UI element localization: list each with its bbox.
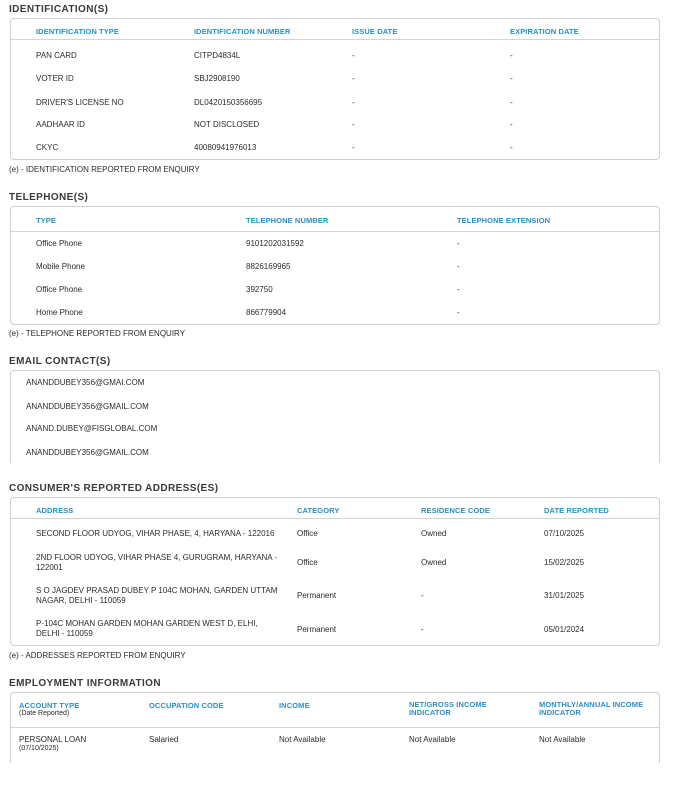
- table-cell: Owned: [421, 529, 447, 538]
- table-cell: 9101202031592: [246, 239, 304, 248]
- telephone-note: (e) - TELEPHONE REPORTED FROM ENQUIRY: [9, 329, 186, 338]
- table-cell: Office Phone: [36, 239, 83, 248]
- table-cell: 2ND FLOOR UDYOG, VIHAR PHASE 4, GURUGRAM, HARYANA - 122001: [36, 553, 278, 572]
- employment-title: EMPLOYMENT INFORMATION: [9, 678, 161, 689]
- table-cell: 392750: [246, 285, 273, 294]
- id-header-divider: [11, 39, 659, 40]
- table-cell: Mobile Phone: [36, 262, 85, 271]
- id-header-type: IDENTIFICATION TYPE: [36, 27, 120, 36]
- table-cell: CITPD4834L: [194, 51, 241, 60]
- table-cell: Permanent: [297, 625, 337, 634]
- addr-header-divider: [11, 518, 659, 519]
- table-cell: -: [457, 308, 460, 317]
- table-cell: 40080941976013: [194, 143, 257, 152]
- table-cell: -: [457, 262, 460, 271]
- email-title: EMAIL CONTACT(S): [9, 356, 111, 367]
- table-cell: Office: [297, 558, 318, 567]
- table-cell: 31/01/2025: [544, 591, 585, 600]
- table-cell: Not Available: [279, 735, 326, 744]
- table-cell: -: [457, 239, 460, 248]
- table-cell: CKYC: [36, 143, 59, 152]
- table-cell: -: [457, 285, 460, 294]
- table-cell: 15/02/2025: [544, 558, 585, 567]
- addr-header-address: ADDRESS: [36, 506, 74, 515]
- table-cell: -: [352, 51, 355, 60]
- table-cell: Owned: [421, 558, 447, 567]
- table-cell: Not Available: [539, 735, 586, 744]
- table-cell: -: [510, 120, 513, 129]
- table-cell: Office: [297, 529, 318, 538]
- addr-header-residence: RESIDENCE CODE: [421, 506, 490, 515]
- telephone-table: [10, 206, 660, 325]
- table-cell: -: [510, 74, 513, 83]
- tel-header-extension: TELEPHONE EXTENSION: [457, 216, 551, 225]
- employment-table: [10, 692, 660, 763]
- table-cell: -: [352, 120, 355, 129]
- identification-title: IDENTIFICATION(S): [9, 4, 109, 15]
- table-cell: SECOND FLOOR UDYOG, VIHAR PHASE, 4, HARYANA - 122016: [36, 529, 275, 538]
- id-header-number: IDENTIFICATION NUMBER: [194, 27, 291, 36]
- table-cell: -: [352, 143, 355, 152]
- telephone-title: TELEPHONE(S): [9, 192, 89, 203]
- list-item: ANANDDUBEY356@GMAIL.COM: [26, 402, 149, 411]
- table-cell: 866779904: [246, 308, 287, 317]
- id-header-expiry: EXPIRATION DATE: [510, 27, 579, 36]
- address-title: CONSUMER'S REPORTED ADDRESS(ES): [9, 483, 219, 494]
- table-cell: -: [510, 51, 513, 60]
- table-cell: -: [421, 591, 424, 600]
- table-cell: PAN CARD: [36, 51, 77, 60]
- emp-header-divider: [11, 727, 659, 728]
- table-cell: SBJ2908190: [194, 74, 240, 83]
- table-cell: DL0420150356695: [194, 98, 263, 107]
- id-header-issue: ISSUE DATE: [352, 27, 398, 36]
- table-cell: (07/10/2025): [19, 745, 59, 752]
- table-cell: 07/10/2025: [544, 529, 585, 538]
- table-cell: Not Available: [409, 735, 456, 744]
- emp-header-date-sub: (Date Reported): [19, 710, 70, 717]
- table-cell: -: [510, 143, 513, 152]
- table-cell: -: [510, 98, 513, 107]
- table-cell: -: [421, 625, 424, 634]
- identification-note: (e) - IDENTIFICATION REPORTED FROM ENQUIRY: [9, 165, 200, 174]
- table-cell: NOT DISCLOSED: [194, 120, 260, 129]
- table-cell: S O JAGDEV PRASAD DUBEY P 104C MOHAN, GARDEN UTTAM NAGAR, DELHI - 110059: [36, 586, 278, 605]
- table-cell: 05/01/2024: [544, 625, 585, 634]
- emp-header-account-type: ACCOUNT TYPE: [19, 701, 80, 710]
- table-cell: Office Phone: [36, 285, 83, 294]
- table-cell: P-104C MOHAN GARDEN MOHAN GARDEN WEST D, ELHI, DELHI - 110059: [36, 619, 258, 638]
- identification-table: [10, 18, 660, 160]
- table-cell: AADHAAR ID: [36, 120, 85, 129]
- tel-header-number: TELEPHONE NUMBER: [246, 216, 329, 225]
- tel-header-divider: [11, 231, 659, 232]
- emp-header-occupation: OCCUPATION CODE: [149, 701, 224, 710]
- table-cell: 8826169965: [246, 262, 291, 271]
- table-cell: Permanent: [297, 591, 337, 600]
- list-item: ANAND.DUBEY@FISGLOBAL.COM: [26, 424, 158, 433]
- table-cell: DRIVER'S LICENSE NO: [36, 98, 124, 107]
- address-table: [10, 497, 660, 646]
- emp-header-monthly-annual: MONTHLY/ANNUAL INCOME INDICATOR: [539, 700, 644, 717]
- emp-header-net-gross: NET/GROSS INCOME INDICATOR: [409, 700, 487, 717]
- table-cell: -: [352, 74, 355, 83]
- table-cell: Home Phone: [36, 308, 83, 317]
- table-cell: VOTER ID: [36, 74, 74, 83]
- emp-header-income: INCOME: [279, 701, 310, 710]
- addr-header-category: CATEGORY: [297, 506, 340, 515]
- table-cell: Salaried: [149, 735, 179, 744]
- tel-header-type: TYPE: [36, 216, 56, 225]
- list-item: ANANDDUBEY356@GMAIL.COM: [26, 448, 149, 457]
- table-cell: PERSONAL LOAN: [19, 735, 87, 744]
- addr-header-date: DATE REPORTED: [544, 506, 609, 515]
- email-list: [10, 370, 660, 463]
- table-cell: -: [352, 98, 355, 107]
- address-note: (e) - ADDRESSES REPORTED FROM ENQUIRY: [9, 651, 186, 660]
- list-item: ANANDDUBEY356@GMAI.COM: [26, 378, 145, 387]
